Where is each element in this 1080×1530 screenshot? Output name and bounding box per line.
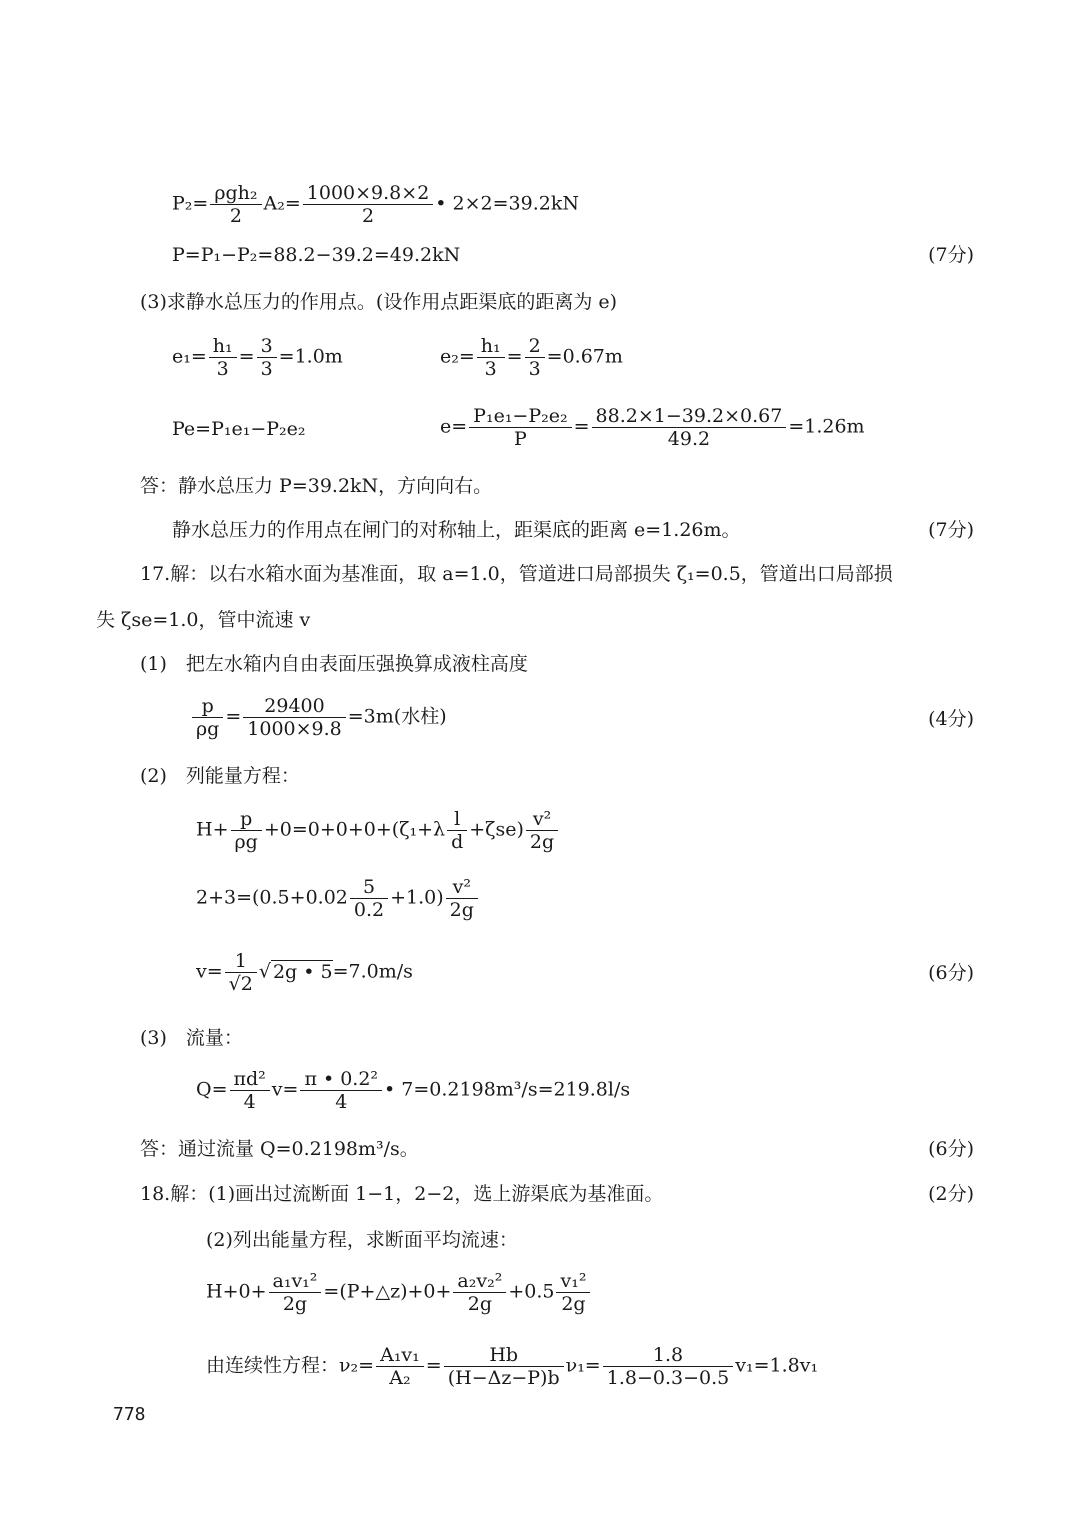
sqrt-body: 2g • 5: [272, 960, 333, 983]
numerator: 2: [525, 335, 545, 358]
eq-text: =(P+△z)+0+: [323, 1280, 452, 1303]
eq-text: P₂=: [172, 192, 209, 215]
eq-text: v₁=1.8v₁: [735, 1354, 819, 1377]
denominator: A₂: [389, 1367, 411, 1389]
numerator: 1: [225, 950, 257, 973]
numerator: v₁²: [556, 1270, 590, 1293]
step-heading: (1) 把左水箱内自由表面压强换算成液柱高度: [140, 653, 528, 675]
numerator: a₂v₂²: [453, 1270, 506, 1293]
eq-text: v=: [271, 1078, 299, 1101]
eq-text: =: [506, 345, 523, 368]
question-17-line: 失 ζse=1.0，管中流速 v: [96, 609, 311, 631]
numerator: h₁: [477, 335, 505, 358]
fraction: [210, 182, 261, 227]
fraction: [447, 808, 467, 853]
denominator: 1.8−0.3−0.5: [606, 1367, 730, 1389]
numerator: h₁: [209, 335, 237, 358]
equation-energy-2: [196, 876, 480, 921]
eq-text: A₂=: [263, 192, 301, 215]
denominator: P: [514, 428, 527, 450]
denominator: 3: [216, 358, 229, 380]
eq-text: Q=: [196, 1078, 228, 1101]
eq-text: =: [573, 415, 590, 438]
eq-text: • 7=0.2198m³/s=219.8l/s: [384, 1078, 631, 1101]
equation-continuity: [206, 1344, 818, 1389]
page-number: 778: [113, 1404, 146, 1425]
eq-text: e₁=: [172, 345, 207, 368]
equation-flow: [196, 1068, 630, 1113]
denominator: 49.2: [667, 428, 711, 450]
sqrt-sign: √: [258, 960, 271, 983]
equation-pressure-head: [190, 695, 447, 740]
numerator: A₁v₁: [376, 1344, 424, 1367]
fraction: [192, 695, 223, 740]
fraction: [444, 1344, 564, 1389]
denominator: 1000×9.8: [247, 718, 342, 740]
eq-text: =3m(水柱): [347, 705, 447, 728]
answer-line: 答：通过流量 Q=0.2198m³/s。: [140, 1138, 419, 1160]
equation-velocity: [196, 950, 413, 995]
eq-text: ν₁=: [565, 1354, 601, 1377]
numerator: π • 0.2²: [300, 1068, 382, 1091]
fraction: [209, 335, 237, 380]
denominator: ρg: [196, 718, 220, 740]
eq-text: =: [238, 345, 255, 368]
fraction: [350, 876, 388, 921]
denominator: ρg: [234, 831, 258, 853]
fraction: [603, 1344, 734, 1389]
eq-text: • 2×2=39.2kN: [435, 192, 579, 215]
equation-energy-1: [196, 808, 560, 853]
score-mark: (2分): [928, 1183, 974, 1205]
numerator: a₁v₁²: [269, 1270, 322, 1293]
score-mark: (7分): [928, 244, 974, 266]
denominator: 2g: [282, 1293, 308, 1315]
numerator: p: [231, 808, 262, 831]
eq-text: +0.5: [508, 1280, 555, 1303]
denominator: 2g: [467, 1293, 493, 1315]
fraction: [257, 335, 277, 380]
numerator: 29400: [243, 695, 346, 718]
fraction: [300, 1068, 382, 1113]
numerator: P₁e₁−P₂e₂: [469, 405, 571, 428]
fraction: [376, 1344, 424, 1389]
eq-text: =: [425, 1354, 442, 1377]
numerator: Hb: [444, 1344, 564, 1367]
score-mark: (6分): [928, 962, 974, 984]
fraction: [230, 1068, 270, 1113]
fraction: [303, 182, 434, 227]
question-17-line: 17.解：以右水箱水面为基准面，取 a=1.0，管道进口局部损失 ζ₁=0.5，管道出口局部损: [140, 563, 893, 585]
question-18-line: 18.解：(1)画出过流断面 1−1，2−2，选上游渠底为基准面。: [140, 1183, 664, 1205]
score-mark: (4分): [928, 708, 974, 730]
equation-energy-3: [206, 1270, 592, 1315]
fraction: [231, 808, 262, 853]
equation-e2: [440, 335, 623, 380]
eq-text: +0=0+0+0+(ζ₁+λ: [263, 818, 446, 841]
denominator: d: [451, 831, 464, 853]
eq-text: +ζse): [469, 818, 524, 841]
fraction: [556, 1270, 590, 1315]
denominator: 4: [243, 1091, 256, 1113]
eq-text: =0.67m: [546, 345, 623, 368]
fraction: [269, 1270, 322, 1315]
eq-text: =7.0m/s: [332, 960, 413, 983]
denominator: 3: [484, 358, 497, 380]
numerator: v²: [446, 876, 478, 899]
numerator: 1000×9.8×2: [303, 182, 434, 205]
denominator: 2g: [529, 831, 555, 853]
eq-text: e₂=: [440, 345, 475, 368]
score-mark: (7分): [928, 519, 974, 541]
eq-text: v=: [196, 960, 223, 983]
numerator: 1.8: [603, 1344, 734, 1367]
denominator: 2: [361, 205, 375, 227]
numerator: 5: [350, 876, 388, 899]
eq-text: 由连续性方程：ν₂=: [206, 1354, 375, 1377]
equation-p2: [172, 182, 579, 227]
denominator: 3: [260, 358, 273, 380]
equation-e: [440, 405, 865, 450]
step-heading: (2) 列能量方程：: [140, 765, 300, 787]
fraction: [453, 1270, 506, 1315]
eq-text: =1.26m: [788, 415, 865, 438]
numerator: p: [192, 695, 223, 718]
numerator: ρgh₂: [210, 182, 261, 205]
eq-text: H+: [196, 818, 229, 841]
eq-text: =: [225, 705, 242, 728]
numerator: v²: [526, 808, 558, 831]
numerator: πd²: [230, 1068, 270, 1091]
step-heading: (2)列出能量方程，求断面平均流速：: [206, 1229, 518, 1251]
fraction: [469, 405, 571, 450]
denominator: (H−Δz−P)b: [447, 1367, 560, 1389]
denominator: 2g: [449, 899, 474, 921]
equation-e1: [172, 335, 343, 380]
fraction: [446, 876, 478, 921]
fraction: [526, 808, 558, 853]
eq-text: H+0+: [206, 1280, 267, 1303]
denominator: 2: [229, 205, 242, 227]
score-mark: (6分): [928, 1138, 974, 1160]
fraction: [243, 695, 346, 740]
denominator: 3: [528, 358, 541, 380]
eq-text: e=: [440, 415, 468, 438]
answer-line: 答：静水总压力 P=39.2kN，方向向右。: [140, 475, 493, 497]
numerator: 3: [257, 335, 277, 358]
denominator: √2: [228, 973, 253, 995]
step-heading: (3) 流量：: [140, 1027, 243, 1049]
denominator: 2g: [561, 1293, 586, 1315]
denominator: 4: [335, 1091, 348, 1113]
answer-line: 静水总压力的作用点在闸门的对称轴上，距渠底的距离 e=1.26m。: [172, 519, 741, 541]
fraction: [477, 335, 505, 380]
eq-text: 2+3=(0.5+0.02: [196, 886, 348, 909]
equation-p-total: P=P₁−P₂=88.2−39.2=49.2kN: [172, 244, 461, 266]
eq-text: =1.0m: [278, 345, 343, 368]
fraction: [225, 950, 257, 995]
fraction: [525, 335, 545, 380]
numerator: 88.2×1−39.2×0.67: [592, 405, 787, 428]
eq-text: +1.0): [390, 886, 444, 909]
step-heading: (3)求静水总压力的作用点。(设作用点距渠底的距离为 e): [140, 291, 618, 313]
equation-moment: Pe=P₁e₁−P₂e₂: [172, 418, 306, 440]
denominator: 0.2: [353, 899, 385, 921]
numerator: l: [447, 808, 467, 831]
fraction: [592, 405, 787, 450]
